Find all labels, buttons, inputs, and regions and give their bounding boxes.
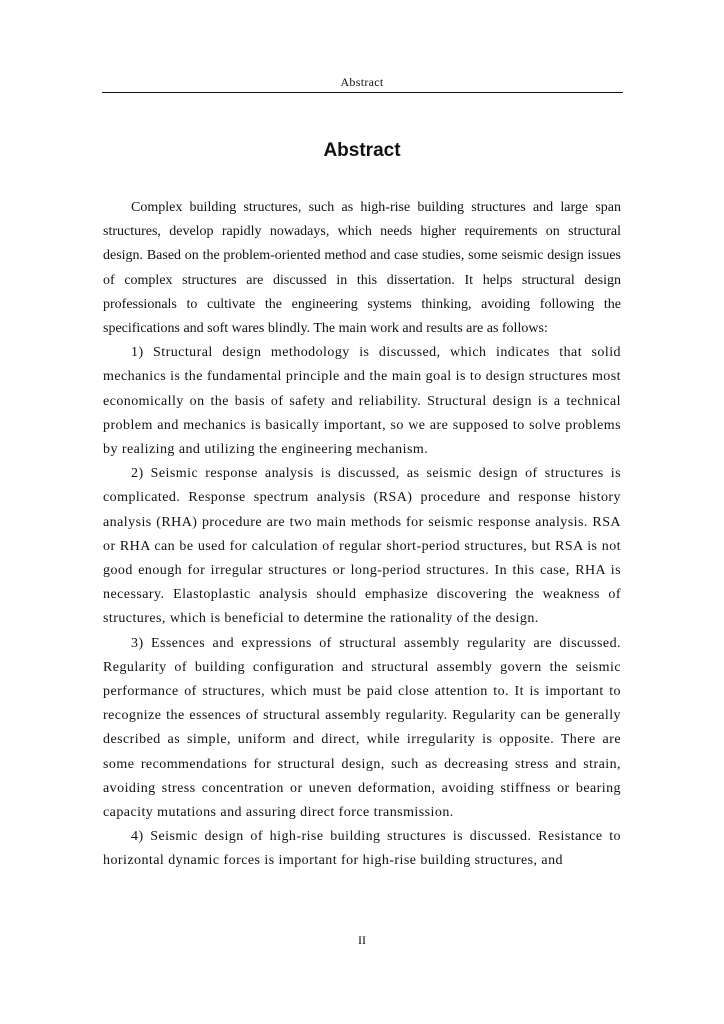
header-rule <box>102 92 623 93</box>
page-number: II <box>358 933 366 947</box>
paragraph-item-3: 3) Essences and expressions of structural assembly regularity are discussed. Regularity of building configuration and structural assembly govern the seismic performance of structures, which must be paid close attention to. It is important to recognize the essences of structural assembly regularity. Regularity can be generally described as simple, uniform and direct, while irregularity is opposite. There are some recommendations for structural design, such as decreasing stress and strain, avoiding stress concentration or uneven deformation, avoiding stiffness or bearing capacity mutations and assuring direct force transmission. <box>103 635 621 821</box>
paragraph-item-1: 1) Structural design methodology is discussed, which indicates that solid mechanics is the fundamental principle and the main goal is to design structures most economically on the basis of safety and reliability. Structural design is a technical problem and mechanics is basically important, so we are supposed to solve problems by realizing and utilizing the engineering mechanism. <box>103 345 621 458</box>
running-header: Abstract <box>340 75 384 89</box>
abstract-body <box>103 196 621 874</box>
paragraph-item-4: 4) Seismic design of high-rise building structures is discussed. Resistance to horizontal dynamic forces is important for high-rise building structures, and <box>103 829 621 869</box>
abstract-title: Abstract <box>323 140 401 161</box>
paragraph-intro: Complex building structures, such as high-rise building structures and large span structures, develop rapidly nowadays, which needs higher requirements on structural design. Based on the problem-oriented method and case studies, some seismic design issues of complex structures are discussed in this dissertation. It helps structural design professionals to cultivate the engineering systems thinking, avoiding following the specifications and soft wares blindly. The main work and results are as follows: <box>103 200 621 337</box>
paragraph-item-2: 2) Seismic response analysis is discussed, as seismic design of structures is complicated. Response spectrum analysis (RSA) procedure and response history analysis (RHA) procedure are two main methods for seismic response analysis. RSA or RHA can be used for calculation of regular short-period structures, but RSA is not good enough for irregular structures or long-period structures. In this case, RHA is necessary. Elastoplastic analysis should emphasize discovering the weakness of structures, which is beneficial to determine the rationality of the design. <box>103 466 621 627</box>
